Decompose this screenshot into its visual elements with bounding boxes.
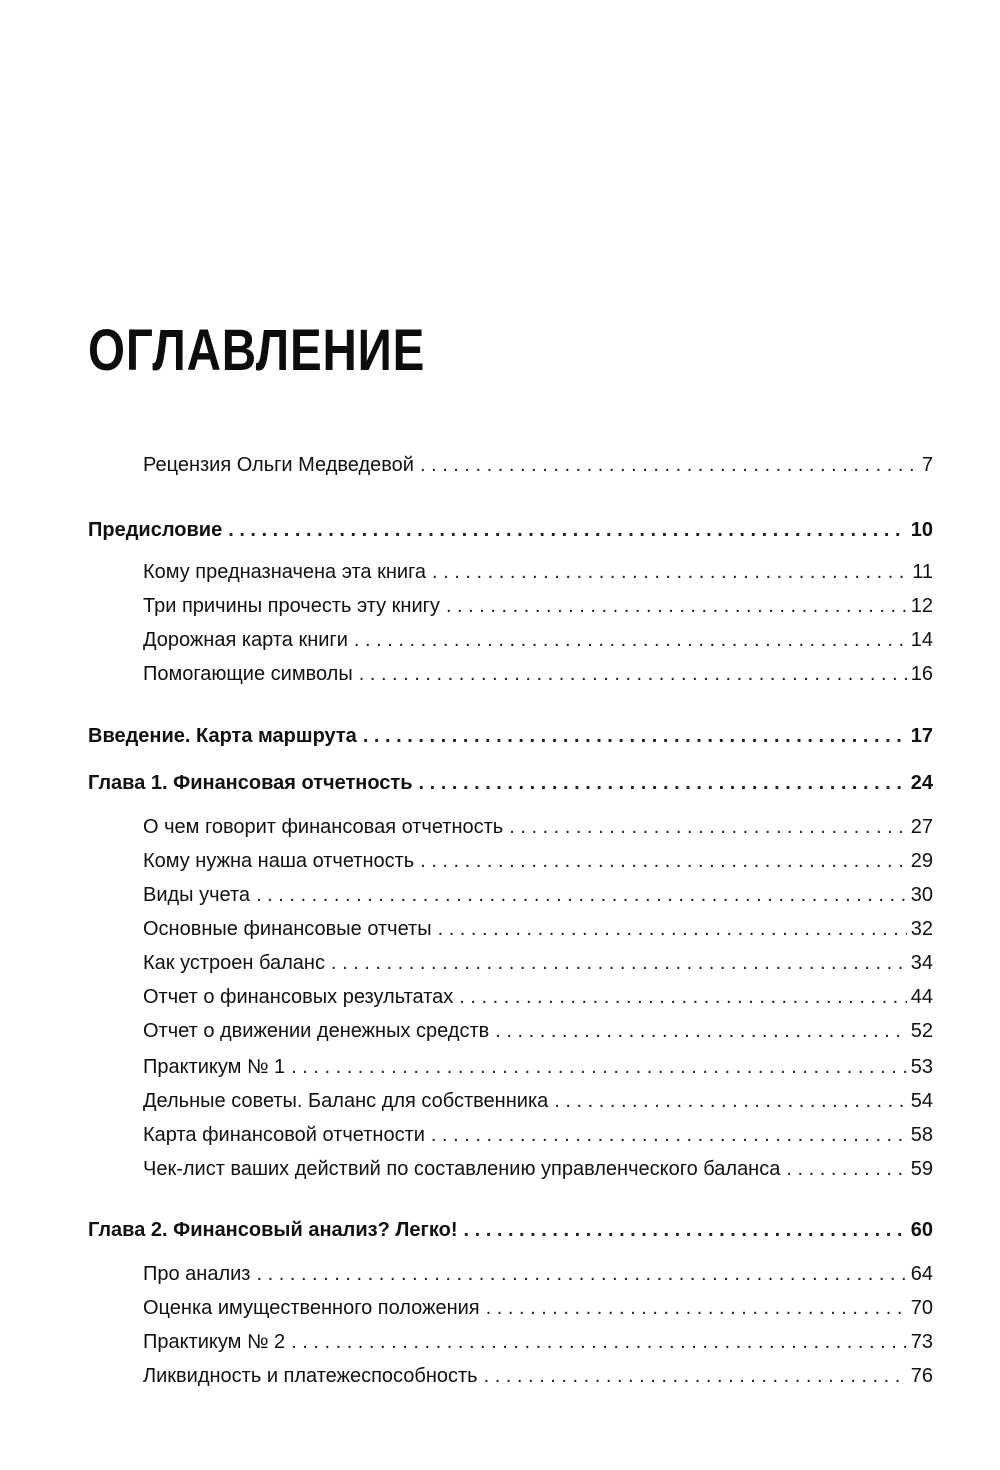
dot-leader	[291, 1327, 907, 1357]
dot-leader	[446, 591, 907, 621]
toc-entry-page: 58	[910, 1124, 933, 1146]
page-title: ОГЛАВЛЕНИЕ	[88, 318, 426, 383]
toc-entry[interactable]	[143, 914, 933, 944]
dot-leader	[786, 1154, 906, 1184]
toc-entry-page: 30	[910, 884, 933, 906]
toc-entry[interactable]	[143, 591, 933, 621]
toc-entry[interactable]	[143, 625, 933, 655]
toc-entry[interactable]	[143, 846, 933, 876]
toc-entry-page: 16	[910, 663, 933, 685]
toc-entry[interactable]	[143, 1259, 933, 1289]
dot-leader	[463, 1215, 906, 1245]
dot-leader	[419, 768, 907, 798]
toc-chapter-page: 60	[910, 1219, 933, 1241]
toc-entry-page: 54	[910, 1090, 933, 1112]
toc-entry-label: Как устроен баланс	[143, 952, 325, 974]
toc-entry-label: Ликвидность и платежеспособность	[143, 1365, 478, 1387]
toc-entry-label: Рецензия Ольги Медведевой	[143, 454, 414, 476]
toc-entry[interactable]	[143, 659, 933, 689]
toc-entry-page: 53	[910, 1056, 933, 1078]
toc-entry-page: 73	[910, 1331, 933, 1353]
toc-entry[interactable]	[143, 1293, 933, 1323]
toc-entry[interactable]	[143, 1086, 933, 1116]
toc-entry[interactable]	[143, 982, 933, 1012]
dot-leader	[495, 1016, 906, 1046]
toc-entry-page: 29	[910, 850, 933, 872]
dot-leader	[420, 450, 918, 480]
toc-entry[interactable]	[143, 1361, 933, 1391]
toc-entry[interactable]	[143, 1052, 933, 1082]
toc-entry-label: Практикум № 1	[143, 1056, 286, 1078]
toc-entry-page: 59	[910, 1158, 933, 1180]
toc-entry-label: О чем говорит финансовая отчетность	[143, 816, 504, 838]
dot-leader	[228, 515, 907, 545]
toc-chapter-page: 24	[910, 772, 933, 794]
dot-leader	[354, 625, 907, 655]
toc-entry-page: 70	[910, 1297, 933, 1319]
dot-leader	[331, 948, 907, 978]
toc-chapter-label: Предисловие	[88, 519, 223, 541]
dot-leader	[291, 1052, 907, 1082]
dot-leader	[256, 1259, 906, 1289]
toc-entry-page: 7	[921, 454, 933, 476]
dot-leader	[459, 982, 906, 1012]
toc-entry-label: Кому предназначена эта книга	[143, 561, 427, 583]
dot-leader	[484, 1361, 907, 1391]
toc-chapter-label: Глава 2. Финансовый анализ? Легко!	[88, 1219, 458, 1241]
toc-entry-label: Дорожная карта книги	[143, 629, 348, 651]
toc-entry[interactable]	[143, 948, 933, 978]
toc-entry-label: Карта финансовой отчетности	[143, 1124, 425, 1146]
toc-entry-page: 34	[910, 952, 933, 974]
toc-chapter[interactable]	[88, 721, 933, 751]
toc-entry-label: Помогающие символы	[143, 663, 353, 685]
toc-entry-label: Кому нужна наша отчетность	[143, 850, 415, 872]
dot-leader	[554, 1086, 906, 1116]
toc-entry-label: Виды учета	[143, 884, 251, 906]
toc-entry-page: 76	[910, 1365, 933, 1387]
toc-entry-page: 27	[910, 816, 933, 838]
toc-entry[interactable]	[143, 1120, 933, 1150]
toc-entry[interactable]	[143, 812, 933, 842]
toc-entry[interactable]	[143, 1327, 933, 1357]
toc-entry-label: Дельные советы. Баланс для собственника	[143, 1090, 549, 1112]
toc-entry[interactable]	[143, 880, 933, 910]
toc-entry-label: Чек-лист ваших действий по составлению управленческого баланса	[143, 1158, 781, 1180]
toc-entry-label: Три причины прочесть эту книгу	[143, 595, 440, 617]
toc-entry-label: Оценка имущественного положения	[143, 1297, 480, 1319]
toc-chapter-label: Введение. Карта маршрута	[88, 725, 357, 747]
toc-entry-page: 12	[910, 595, 933, 617]
toc-entry-page: 14	[910, 629, 933, 651]
toc-entry[interactable]	[143, 450, 933, 480]
dot-leader	[431, 1120, 907, 1150]
toc-entry-page: 11	[912, 561, 933, 583]
toc-entry-page: 32	[910, 918, 933, 940]
dot-leader	[420, 846, 907, 876]
toc-entry[interactable]	[143, 557, 933, 587]
dot-leader	[486, 1293, 907, 1323]
dot-leader	[432, 557, 908, 587]
toc-entry[interactable]	[143, 1016, 933, 1046]
toc-chapter-label: Глава 1. Финансовая отчетность	[88, 772, 413, 794]
toc-chapter[interactable]	[88, 1215, 933, 1245]
dot-leader	[509, 812, 907, 842]
dot-leader	[363, 721, 907, 751]
toc-entry-label: Основные финансовые отчеты	[143, 918, 432, 940]
toc-entry[interactable]	[143, 1154, 933, 1184]
toc-entry-label: Практикум № 2	[143, 1331, 286, 1353]
toc-chapter-page: 10	[910, 519, 933, 541]
dot-leader	[438, 914, 907, 944]
toc-entry-page: 52	[910, 1020, 933, 1042]
toc-entry-label: Про анализ	[143, 1263, 251, 1285]
toc-entry-page: 64	[910, 1263, 933, 1285]
toc-entry-page: 44	[910, 986, 933, 1008]
toc-chapter[interactable]	[88, 515, 933, 545]
toc-chapter[interactable]	[88, 768, 933, 798]
toc-chapter-page: 17	[910, 725, 933, 747]
toc-entry-label: Отчет о движении денежных средств	[143, 1020, 490, 1042]
dot-leader	[256, 880, 907, 910]
dot-leader	[359, 659, 907, 689]
toc-entry-label: Отчет о финансовых результатах	[143, 986, 454, 1008]
